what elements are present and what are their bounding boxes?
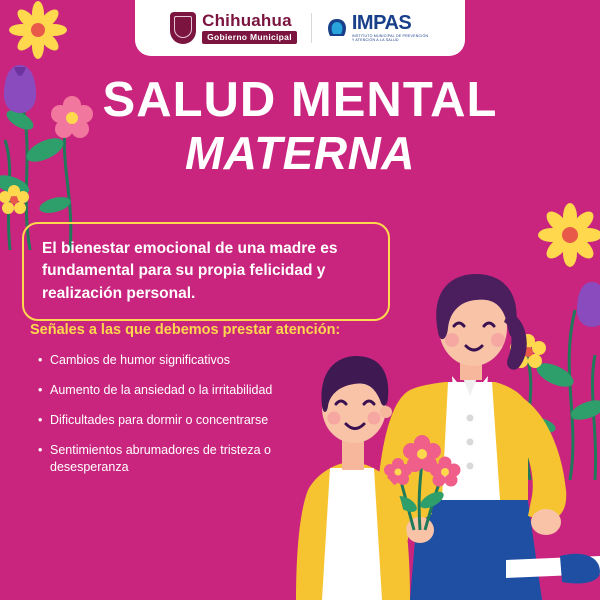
impas-logo [326,13,430,42]
list-item: • Cambios de humor significativos [38,352,288,369]
list-item: • Sentimientos abrumadores de tristeza o desesperanza [38,442,288,476]
chihuahua-title: Chihuahua [202,11,292,31]
signals-list [38,352,288,488]
impas-title: IMPAS [351,12,412,35]
callout-box: El bienestar emocional de una madre es fundamental para su propia felicidad y realización personal. [22,222,390,321]
impas-mark-icon [326,16,348,40]
logo-bar [135,0,465,56]
chihuahua-subtitle: Gobierno Municipal [202,31,297,44]
coat-of-arms-icon [170,12,196,44]
title-line-2: MATERNA [184,127,416,179]
logo-divider [311,13,312,43]
list-item: • Dificultades para dormir o concentrarse [38,412,288,429]
impas-subtitle: INSTITUTO MUNICIPAL DE PREVENCIÓN Y ATENCIÓN A LA SALUD [351,34,429,42]
page-title [0,73,600,179]
chihuahua-government-logo [170,12,297,44]
title-line-1: SALUD MENTAL [102,73,498,127]
list-item: • Aumento de la ansiedad o la irritabilidad [38,382,288,399]
signals-heading: Señales a las que debemos prestar atención: [30,322,341,338]
